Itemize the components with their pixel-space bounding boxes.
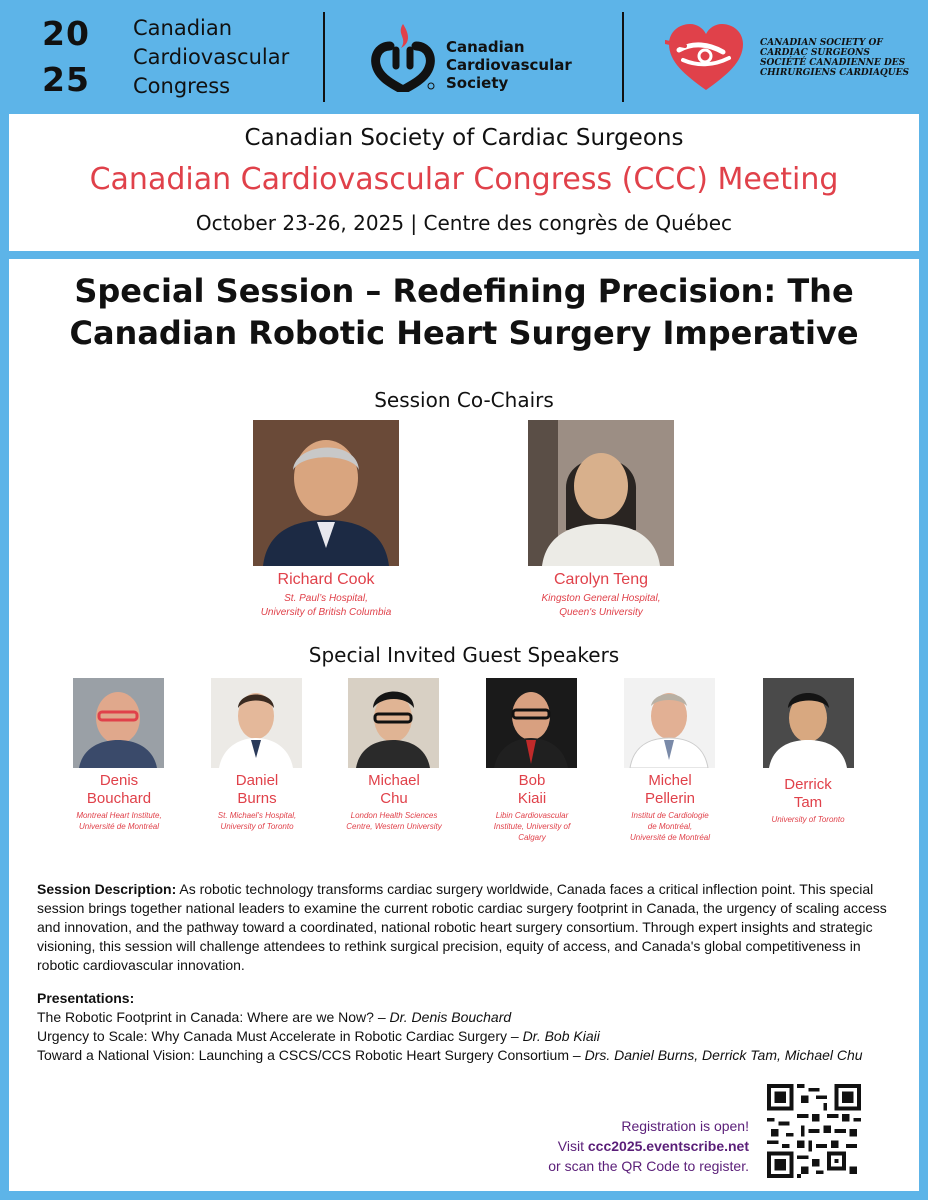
header [0, 0, 928, 112]
speaker-photo [486, 678, 577, 768]
speaker-photo [763, 678, 854, 768]
speaker-affiliation: Montreal Heart Institute, Université de Montréal [76, 811, 162, 831]
registration-link[interactable]: ccc2025.eventscribe.net [587, 1138, 749, 1154]
cscs-heart-logo-icon [665, 20, 747, 92]
speakers-heading: Special Invited Guest Speakers [308, 643, 620, 667]
cscs-name: CANADIAN SOCIETY OF CARDIAC SURGEONS SOCIÉTÉ CANADIENNE DES CHIRURGIENS CARDIAQUES [760, 38, 909, 78]
speaker-name: Daniel Burns [235, 772, 279, 807]
title-band [9, 114, 919, 251]
divider [622, 12, 624, 102]
speaker-photo [624, 678, 715, 768]
cochair-name: Richard Cook [277, 571, 375, 588]
presentations-heading: Presentations: [37, 990, 135, 1006]
ccs-heart-logo-icon [368, 20, 438, 92]
organization-title: Canadian Society of Cardiac Surgeons [244, 125, 684, 151]
divider [323, 12, 325, 102]
cochair-affiliation: Kingston General Hospital, Queen's University [541, 593, 661, 618]
speaker-name: Denis Bouchard [86, 772, 152, 807]
portrait-icon [528, 420, 674, 566]
year-bottom: 25 [42, 60, 90, 99]
speaker-affiliation: Institut de Cardiologie de Montréal, Université de Montréal [629, 811, 711, 842]
portrait-icon [73, 678, 164, 768]
meeting-title: Canadian Cardiovascular Congress (CCC) Meeting [89, 162, 839, 197]
cochair-photo [528, 420, 674, 566]
speaker-photo [211, 678, 302, 768]
session-title: Special Session – Redefining Precision: The Canadian Robotic Heart Surgery Imperative [69, 272, 859, 352]
presentation-item: Toward a National Vision: Launching a CSCS/CCS Robotic Heart Surgery Consortium – Drs. Daniel Burns, Derrick Tam, Michael Chu [37, 1047, 863, 1063]
cochair-affiliation: St. Paul’s Hospital, University of British Columbia [260, 593, 392, 618]
speaker-affiliation: London Health Sciences Centre, Western University [346, 811, 442, 831]
cochair-name: Carolyn Teng [554, 571, 648, 588]
portrait-icon [624, 678, 715, 768]
speaker-photo [348, 678, 439, 768]
session-description: Session Description: As robotic technology transforms cardiac surgery worldwide, Canada faces a critical inflection point. This special session brings together national leaders to examine the current robotic cardiac surgery footprint in Canada, the urgency of scaling access and innovation, and the pathway toward a coordinated, national robotic heart surgery consortium. Through expert insights and strategic visioning, this session will challenge attendees to rethink surgical precision, equity of access, and Canada's global competitiveness in robotic cardiovascular innovation. [37, 881, 887, 973]
speaker-name: Michael Chu [368, 772, 420, 807]
speaker-name: Derrick Tam [784, 776, 832, 811]
portrait-icon [486, 678, 577, 768]
presentation-item: The Robotic Footprint in Canada: Where are we Now? – Dr. Denis Bouchard [37, 1009, 512, 1025]
session-panel [9, 259, 919, 1191]
year-top: 20 [42, 14, 90, 53]
congress-name: Canadian Cardiovascular Congress [133, 16, 290, 98]
portrait-icon [348, 678, 439, 768]
speaker-affiliation: Libin Cardiovascular Institute, University of Calgary [493, 811, 571, 842]
ccs-name: Canadian Cardiovascular Society [446, 38, 572, 92]
presentation-item: Urgency to Scale: Why Canada Must Accelerate in Robotic Cardiac Surgery – Dr. Bob Kiaii [37, 1028, 600, 1044]
qr-code-icon[interactable] [767, 1083, 861, 1179]
date-venue: October 23-26, 2025 | Centre des congrès de Québec [195, 211, 733, 235]
speaker-affiliation: University of Toronto [771, 815, 845, 824]
speaker-affiliation: St. Michael's Hospital, University of Toronto [217, 811, 297, 831]
speaker-photo [73, 678, 164, 768]
portrait-icon [253, 420, 399, 566]
portrait-icon [211, 678, 302, 768]
cochairs-heading: Session Co-Chairs [374, 388, 554, 412]
registration-info: Registration is open! Visit ccc2025.eventscribe.net or scan the QR Code to register. [548, 1118, 749, 1174]
portrait-icon [763, 678, 854, 768]
speaker-name: Bob Kiaii [517, 772, 547, 807]
cochair-photo [253, 420, 399, 566]
speaker-name: Michel Pellerin [644, 772, 696, 807]
